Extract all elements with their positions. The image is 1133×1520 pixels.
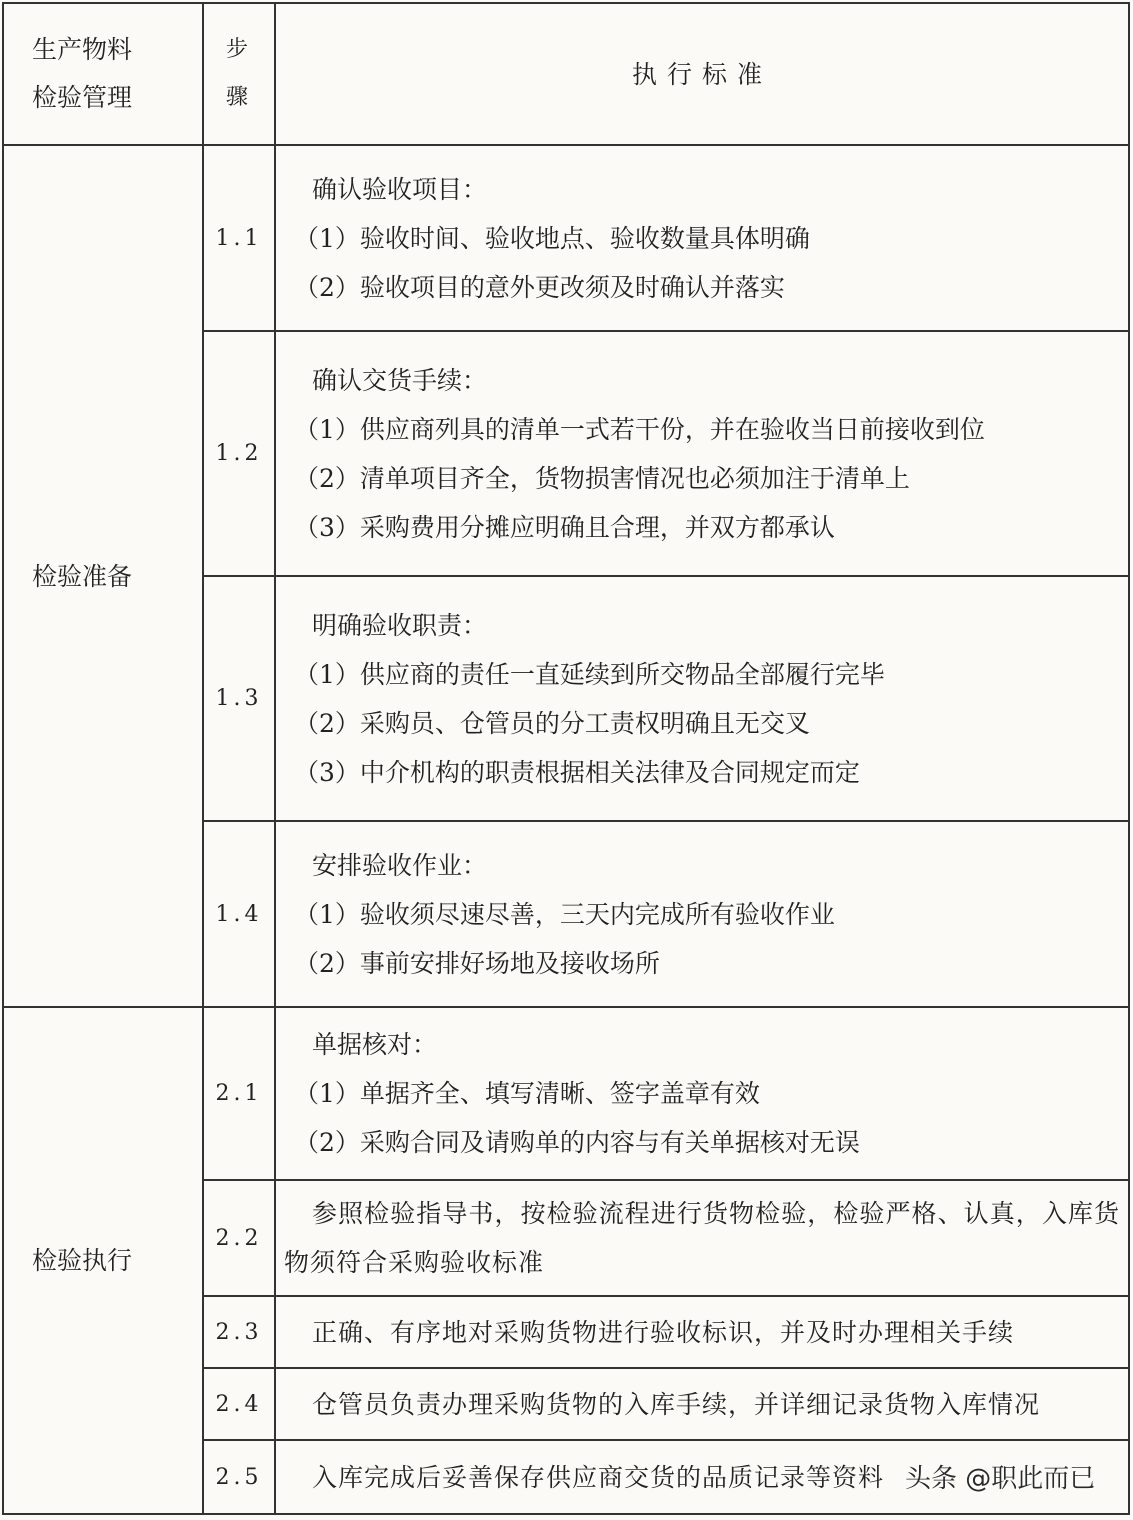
step-number: 1.4 [203,821,275,1007]
standard-item: （3）采购费用分摊应明确且合理，并双方都承认 [294,512,835,542]
step-number: 1.1 [203,145,275,331]
standard-text: 正确、有序地对采购货物进行验收标识，并及时办理相关手续 [312,1317,1015,1347]
standard-item: （1）验收须尽速尽善，三天内完成所有验收作业 [294,899,835,929]
standard-title: 安排验收作业： [312,850,488,880]
header-step [203,3,275,145]
standard-cell [275,1368,1129,1440]
standard-title: 确认交货手续： [312,365,488,395]
standard-text: 参照检验指导书，按检验流程进行货物检验，检验严格、认真，入库货物须符合采购验收标准 [284,1199,1120,1277]
step-number: 2.2 [203,1180,275,1296]
section-label: 检验执行 [3,1007,203,1514]
standard-cell [275,1007,1129,1180]
standard-item: （2）验收项目的意外更改须及时确认并落实 [294,272,785,302]
header-step-line2: 骤 [225,85,252,110]
inspection-table [2,2,1130,1515]
watermark: 头条 @职此而已 [905,1464,1096,1494]
standard-item: （1）单据齐全、填写清晰、签字盖章有效 [294,1079,760,1108]
header-management-line1: 生产物料 [32,35,133,64]
header-step-line1: 步 [225,37,252,62]
standard-item: （1）供应商的责任一直延续到所交物品全部履行完毕 [294,659,885,689]
table-row [3,1007,1129,1180]
step-number: 2.3 [203,1296,275,1368]
standard-item: （2）事前安排好场地及接收场所 [294,948,660,978]
header-standard: 执行标准 [275,3,1129,145]
standard-title: 明确验收职责： [312,610,488,640]
standard-text: 仓管员负责办理采购货物的入库手续，并详细记录货物入库情况 [312,1389,1041,1419]
step-number: 2.5 [203,1440,275,1514]
step-number: 2.1 [203,1007,275,1180]
step-number: 1.2 [203,331,275,576]
standard-cell [275,1180,1129,1296]
step-number: 2.4 [203,1368,275,1440]
header-management-line2: 检验管理 [32,83,133,112]
header-row [3,3,1129,145]
standard-text: 入库完成后妥善保存供应商交货的品质记录等资料 [312,1462,885,1492]
standard-cell [275,576,1129,821]
standard-cell [275,821,1129,1007]
section-label: 检验准备 [3,145,203,1007]
standard-item: （2）采购员、仓管员的分工责权明确且无交叉 [294,708,810,738]
table-row [3,145,1129,331]
standard-cell [275,1296,1129,1368]
standard-item: （3）中介机构的职责根据相关法律及合同规定而定 [294,757,860,787]
standard-item: （1）验收时间、验收地点、验收数量具体明确 [294,223,810,253]
standard-cell [275,145,1129,331]
header-management [3,3,203,145]
standard-title: 确认验收项目： [312,174,488,204]
standard-item: （1）供应商列具的清单一式若干份，并在验收当日前接收到位 [294,414,985,444]
standard-title: 单据核对： [312,1030,438,1059]
step-number: 1.3 [203,576,275,821]
standard-item: （2）清单项目齐全，货物损害情况也必须加注于清单上 [294,463,910,493]
standard-item: （2）采购合同及请购单的内容与有关单据核对无误 [294,1128,860,1157]
standard-cell [275,331,1129,576]
